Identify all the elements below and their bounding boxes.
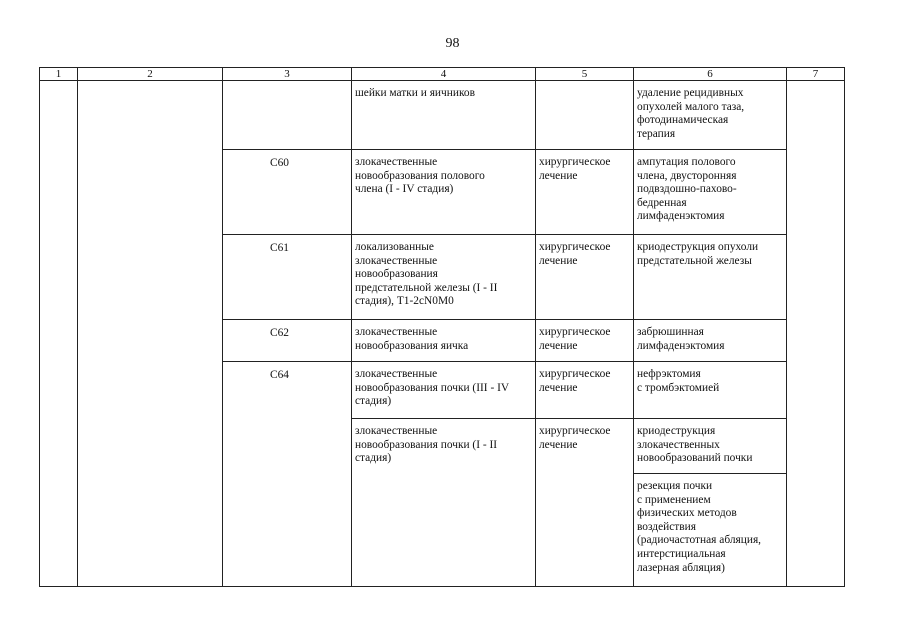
method-line: лимфаденэктомия — [637, 339, 725, 352]
treatment-line: лечение — [539, 254, 578, 267]
code-cell — [223, 150, 352, 235]
method-line: с применением — [637, 493, 711, 506]
method-line: нефрэктомия — [637, 368, 701, 380]
treatment-line: хирургическое — [539, 425, 611, 437]
treatment-cell — [536, 150, 634, 235]
diagnosis-cell — [352, 81, 536, 150]
method-line: подвздошно-пахово- — [637, 183, 737, 196]
method-line: опухолей малого таза, — [637, 100, 745, 113]
method-line: забрюшинная — [637, 326, 704, 338]
treatment-line: лечение — [539, 438, 578, 451]
diagnosis-line: предстательной железы (I - II — [355, 281, 498, 294]
diagnosis-line: шейки матки и яичников — [355, 87, 475, 99]
diagnosis-line: новообразования яичка — [355, 339, 469, 352]
method-line: фотодинамическая — [637, 114, 729, 127]
treatment-line: хирургическое — [539, 241, 611, 253]
diagnosis-cell — [352, 320, 536, 362]
column-number: 7 — [787, 68, 845, 81]
method-line: с тромбэктомией — [637, 381, 720, 394]
method-line: лимфаденэктомия — [637, 210, 725, 223]
icd-code: C62 — [270, 327, 289, 339]
treatment-cell — [536, 362, 634, 419]
method-cell — [634, 419, 787, 474]
method-line: злокачественных — [637, 438, 720, 451]
treatment-line: лечение — [539, 339, 578, 352]
col-2-cell — [78, 81, 223, 587]
column-number: 3 — [223, 68, 352, 81]
method-line: (радиочастотная абляция, — [637, 534, 762, 547]
diagnosis-line: злокачественные — [355, 156, 438, 168]
treatment-line: хирургическое — [539, 368, 611, 380]
method-line: резекция почки — [637, 480, 713, 492]
treatment-line: лечение — [539, 381, 578, 394]
treatment-cell — [536, 320, 634, 362]
diagnosis-line: стадия) — [355, 395, 392, 408]
method-cell — [634, 320, 787, 362]
page-number: 98 — [445, 36, 460, 51]
diagnosis-cell — [352, 235, 536, 320]
column-number: 2 — [78, 68, 223, 81]
col-1-cell — [40, 81, 78, 587]
col-7-cell — [787, 81, 845, 587]
diagnosis-line: новообразования почки (I - II — [355, 438, 498, 451]
diagnosis-cell — [352, 362, 536, 419]
method-line: удаление рецидивных — [637, 87, 744, 99]
method-line: предстательной железы — [637, 254, 752, 267]
method-cell — [634, 81, 787, 150]
icd-code: C64 — [270, 369, 289, 381]
treatment-cell — [536, 235, 634, 320]
diagnosis-line: новообразования почки (III - IV — [355, 381, 510, 394]
diagnosis-line: стадия), T1-2cN0M0 — [355, 295, 454, 308]
method-line: интерстициальная — [637, 547, 726, 560]
column-number: 5 — [536, 68, 634, 81]
diagnosis-cell — [352, 150, 536, 235]
method-line: терапия — [637, 127, 676, 140]
code-cell — [223, 235, 352, 320]
method-line: ампутация полового — [637, 156, 736, 168]
method-line: бедренная — [637, 196, 687, 209]
method-line: физических методов — [637, 507, 737, 520]
diagnosis-line: новообразования — [355, 268, 438, 281]
diagnosis-line: стадия) — [355, 452, 392, 465]
column-number-row — [40, 68, 845, 81]
treatment-line: хирургическое — [539, 326, 611, 338]
method-line: новообразований почки — [637, 452, 753, 465]
diagnosis-line: злокачественные — [355, 254, 438, 267]
method-line: воздействия — [637, 520, 696, 533]
method-line: криодеструкция — [637, 425, 716, 437]
code-cell — [223, 81, 352, 150]
table-row — [40, 81, 845, 150]
diagnosis-line: злокачественные — [355, 326, 438, 338]
diagnosis-line: злокачественные — [355, 425, 438, 437]
method-line: криодеструкция опухоли — [637, 241, 759, 253]
treatment-line: лечение — [539, 169, 578, 182]
column-number: 6 — [634, 68, 787, 81]
method-line: лазерная абляция) — [637, 561, 725, 574]
diagnosis-line: новообразования полового — [355, 169, 485, 182]
diagnosis-cell — [352, 419, 536, 587]
treatment-cell — [536, 81, 634, 150]
icd-code: C60 — [270, 157, 289, 169]
treatment-cell — [536, 419, 634, 587]
procedures-table — [39, 67, 845, 587]
column-number: 1 — [40, 68, 78, 81]
method-line: члена, двусторонняя — [637, 169, 737, 182]
column-number: 4 — [352, 68, 536, 81]
method-cell — [634, 150, 787, 235]
diagnosis-line: злокачественные — [355, 368, 438, 380]
icd-code: C61 — [270, 242, 289, 254]
method-cell — [634, 474, 787, 587]
method-cell — [634, 362, 787, 419]
method-cell — [634, 235, 787, 320]
treatment-line: хирургическое — [539, 156, 611, 168]
code-cell — [223, 362, 352, 587]
diagnosis-line: члена (I - IV стадия) — [355, 183, 454, 196]
diagnosis-line: локализованные — [355, 241, 434, 253]
code-cell — [223, 320, 352, 362]
